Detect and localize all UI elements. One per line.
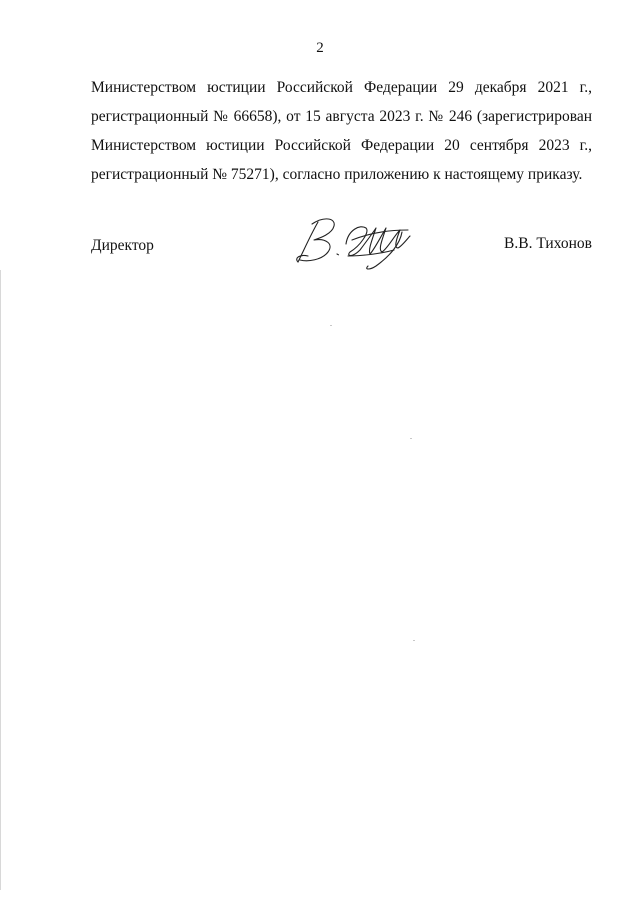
signatory-position: Директор — [91, 237, 154, 254]
body-line-2: регистрационный № 66658), от 15 августа 2023 г. № 246 (зарегистрирован — [91, 108, 592, 125]
page-number: 2 — [316, 40, 324, 56]
scan-speck — [410, 438, 412, 439]
handwritten-signature-icon — [290, 210, 430, 272]
scan-speck — [413, 640, 415, 641]
body-line-4: регистрационный № 75271), согласно приложению к настоящему приказу. — [91, 166, 583, 183]
scan-speck — [330, 325, 332, 326]
body-line-1: Министерством юстиции Российской Федерации 29 декабря 2021 г., — [91, 79, 592, 96]
body-line-3: Министерством юстиции Российской Федерации 20 сентября 2023 г., — [91, 137, 592, 154]
signatory-name: В.В. Тихонов — [504, 235, 592, 252]
scan-edge-line — [0, 270, 1, 890]
body-paragraph — [91, 73, 592, 189]
